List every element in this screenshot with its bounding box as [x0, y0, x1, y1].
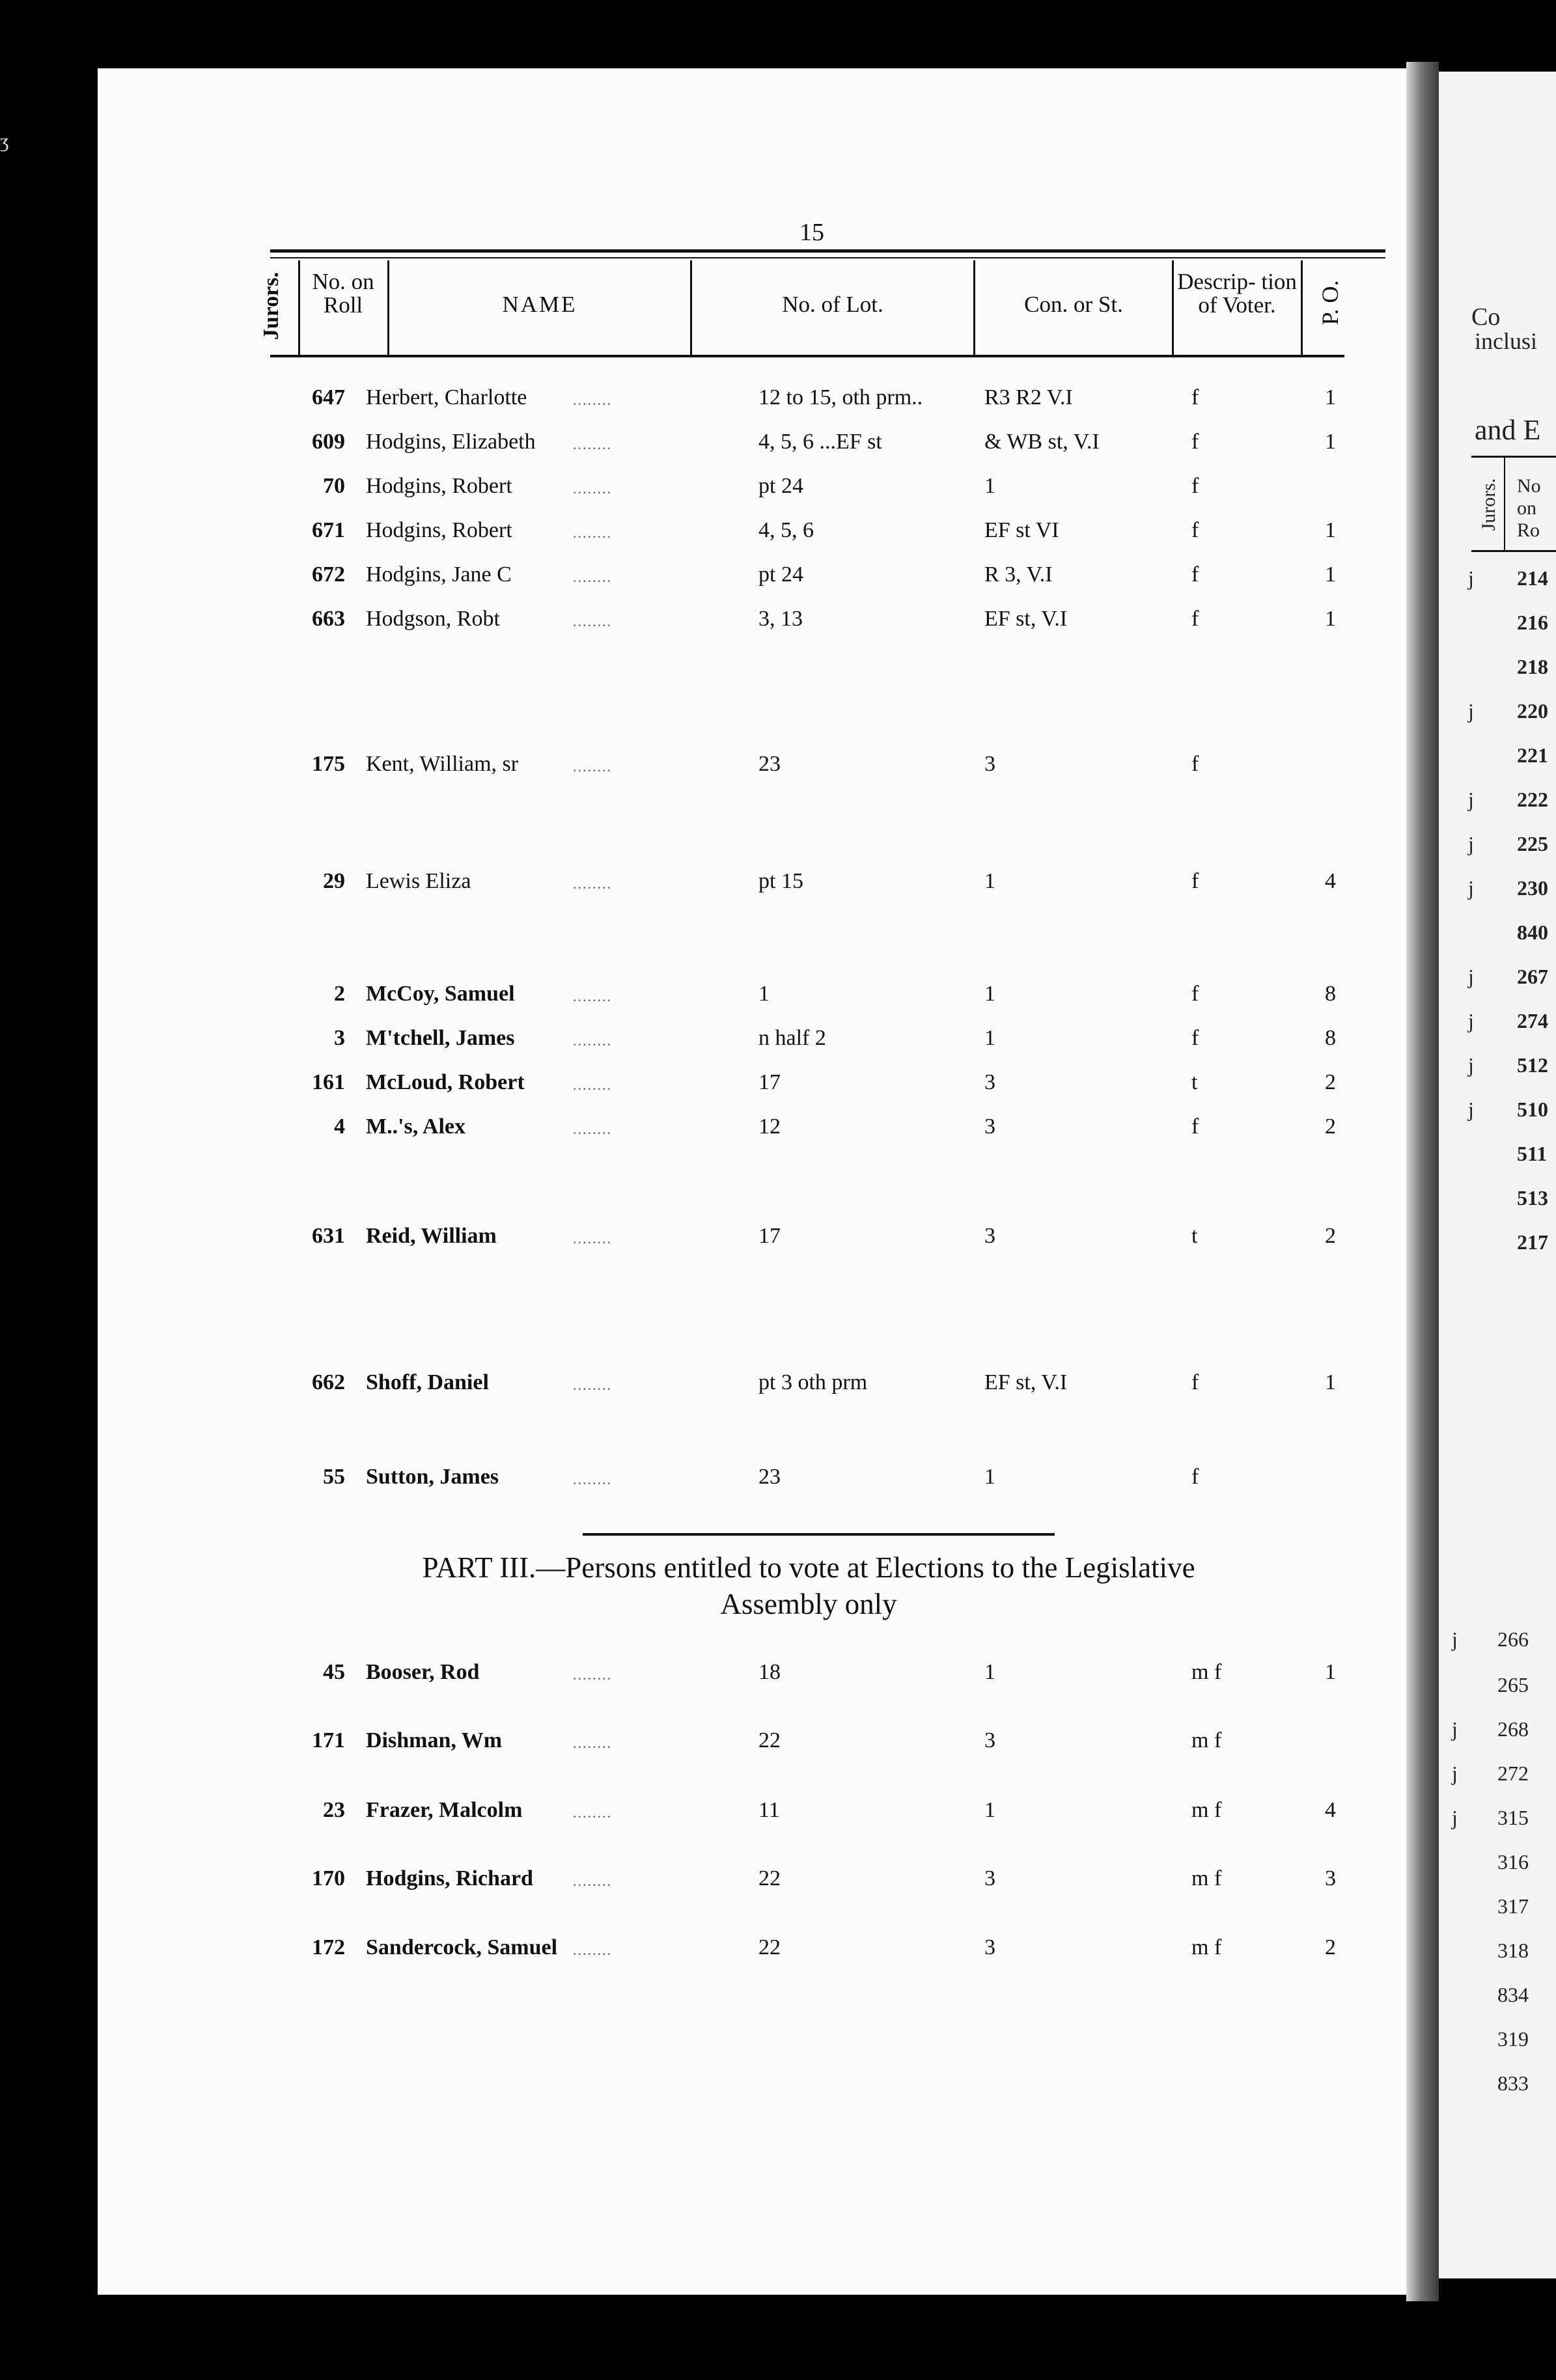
leader-dots: ........ — [573, 1873, 612, 1889]
col-divider-3 — [690, 260, 692, 355]
voter-description: m f — [1191, 1935, 1222, 1959]
roll-number: 170 — [312, 1866, 345, 1890]
voter-description: f — [1191, 869, 1199, 893]
concession: 1 — [984, 1026, 995, 1050]
voter-description: f — [1191, 562, 1199, 587]
np-roll-number: 513 — [1517, 1186, 1548, 1210]
post-office: 2 — [1325, 1935, 1336, 1959]
post-office: 1 — [1325, 607, 1336, 631]
voter-description: f — [1191, 1465, 1199, 1489]
np-roll-number: 265 — [1497, 1673, 1529, 1696]
lot-number: 23 — [758, 1465, 781, 1489]
np-juror-mark: j — [1468, 566, 1474, 590]
concession: 1 — [984, 869, 995, 893]
roll-number: 172 — [312, 1935, 345, 1959]
section-divider — [583, 1533, 1055, 1536]
np-col-no: No on Ro — [1517, 475, 1541, 541]
voter-name: Hodgins, Robert — [366, 518, 512, 542]
part3-title-line1: PART III.—Persons entitled to vote at Elections to the Legislative — [422, 1551, 1195, 1584]
roll-number: 3 — [334, 1026, 345, 1050]
roll-number: 70 — [323, 474, 345, 498]
np-roll-number: 266 — [1497, 1627, 1529, 1651]
concession: 3 — [984, 1935, 995, 1959]
concession: R 3, V.I — [984, 562, 1053, 587]
lot-number: 12 to 15, oth prm.. — [758, 385, 923, 409]
np-roll-number: 834 — [1497, 1983, 1529, 2006]
post-office: 8 — [1325, 982, 1336, 1006]
voter-description: f — [1191, 430, 1199, 454]
post-office: 1 — [1325, 430, 1336, 454]
voter-name: Herbert, Charlotte — [366, 385, 527, 409]
concession: R3 R2 V.I — [984, 385, 1073, 409]
voter-name: Sutton, James — [366, 1465, 499, 1489]
lot-number: n half 2 — [758, 1026, 826, 1050]
np-roll-number: 272 — [1497, 1762, 1529, 1785]
header-name: NAME — [502, 292, 577, 317]
roll-number: 175 — [312, 752, 345, 776]
lot-number: 17 — [758, 1224, 781, 1248]
roll-number: 672 — [312, 562, 345, 587]
header-con-or-st: Con. or St. — [1024, 292, 1123, 317]
post-office: 8 — [1325, 1026, 1336, 1050]
lot-number: 12 — [758, 1114, 781, 1139]
np-roll-number: 225 — [1517, 832, 1548, 855]
header-jurors: Jurors. — [259, 271, 283, 340]
roll-number: 23 — [323, 1798, 345, 1822]
leader-dots: ........ — [573, 876, 612, 892]
roll-number: 171 — [312, 1728, 345, 1752]
leader-dots: ........ — [573, 1667, 612, 1683]
lot-number: 17 — [758, 1070, 781, 1094]
np-juror-mark: j — [1452, 1806, 1458, 1829]
table-row — [0, 752, 1367, 781]
table-row — [0, 474, 1367, 503]
roll-number: 161 — [312, 1070, 345, 1094]
leader-dots: ........ — [573, 1032, 612, 1049]
post-office: 1 — [1325, 385, 1336, 409]
np-rule-bottom — [1471, 550, 1556, 552]
np-rule-top — [1471, 456, 1556, 458]
leader-dots: ........ — [573, 1471, 612, 1488]
header-rule-top-2 — [270, 257, 1385, 258]
table-row — [0, 562, 1367, 591]
np-roll-number: 221 — [1517, 743, 1548, 767]
np-roll-number: 510 — [1517, 1098, 1548, 1121]
post-office: 3 — [1325, 1866, 1336, 1890]
voter-name: Kent, William, sr — [366, 752, 519, 776]
leader-dots: ........ — [573, 1121, 612, 1137]
voter-name: Hodgins, Elizabeth — [366, 430, 536, 454]
lot-number: 22 — [758, 1728, 781, 1752]
roll-number: 631 — [312, 1224, 345, 1248]
roll-number: 671 — [312, 518, 345, 542]
table-row — [0, 1114, 1367, 1143]
concession: EF st, V.I — [984, 1370, 1068, 1394]
voter-description: m f — [1191, 1660, 1222, 1684]
voter-description: f — [1191, 518, 1199, 542]
np-header-2: inclusi — [1475, 328, 1537, 354]
concession: 1 — [984, 474, 995, 498]
voter-description: f — [1191, 385, 1199, 409]
np-header-1: Co — [1471, 303, 1501, 331]
lot-number: 22 — [758, 1935, 781, 1959]
np-header-3: and E — [1475, 414, 1541, 446]
voter-name: M'tchell, James — [366, 1026, 515, 1050]
np-juror-mark: j — [1468, 699, 1474, 723]
leader-dots: ........ — [573, 758, 612, 775]
lot-number: pt 24 — [758, 474, 803, 498]
concession: 3 — [984, 1728, 995, 1752]
np-roll-number: 214 — [1517, 566, 1548, 590]
np-roll-number: 315 — [1497, 1806, 1529, 1829]
np-roll-number: 216 — [1517, 611, 1548, 634]
post-office: 2 — [1325, 1070, 1336, 1094]
concession: EF st, V.I — [984, 607, 1068, 631]
header-no-on-roll: No. on Roll — [312, 269, 374, 318]
voter-description: t — [1191, 1224, 1198, 1248]
concession: 3 — [984, 1224, 995, 1248]
np-roll-number: 318 — [1497, 1939, 1529, 1962]
np-roll-number: 267 — [1517, 965, 1548, 988]
voter-description: m f — [1191, 1866, 1222, 1890]
np-roll-number: 268 — [1497, 1717, 1529, 1741]
table-row — [0, 1465, 1367, 1493]
np-juror-mark: j — [1468, 965, 1474, 988]
table-row — [0, 869, 1367, 898]
voter-name: McCoy, Samuel — [366, 982, 515, 1006]
voter-description: f — [1191, 607, 1199, 631]
voter-name: Sandercock, Samuel — [366, 1935, 558, 1959]
table-row — [0, 430, 1367, 458]
np-roll-number: 218 — [1517, 655, 1548, 678]
voter-name: Dishman, Wm — [366, 1728, 503, 1752]
table-row — [0, 982, 1367, 1010]
lot-number: 18 — [758, 1660, 781, 1684]
leader-dots: ........ — [573, 1942, 612, 1958]
np-juror-mark: j — [1468, 1009, 1474, 1032]
voter-description: m f — [1191, 1728, 1222, 1752]
leader-dots: ........ — [573, 1735, 612, 1751]
leader-dots: ........ — [573, 613, 612, 630]
page-number: 15 — [799, 219, 824, 246]
np-col-divider — [1504, 457, 1505, 550]
lot-number: pt 3 oth prm — [758, 1370, 868, 1394]
roll-number: 647 — [312, 385, 345, 409]
np-roll-number: 512 — [1517, 1053, 1548, 1077]
leader-dots: ........ — [573, 436, 612, 452]
voter-name: Hodgins, Robert — [366, 474, 512, 498]
voter-name: M..'s, Alex — [366, 1114, 465, 1139]
header-rule-top — [270, 249, 1385, 253]
header-rule-bottom — [270, 355, 1344, 357]
col-divider-1 — [298, 260, 300, 355]
np-roll-number: 217 — [1517, 1230, 1548, 1254]
np-juror-mark: j — [1452, 1627, 1458, 1651]
table-row — [0, 1026, 1367, 1055]
roll-number: 45 — [323, 1660, 345, 1684]
np-roll-number: 840 — [1517, 920, 1548, 944]
lot-number: pt 24 — [758, 562, 803, 587]
roll-number: 4 — [334, 1114, 345, 1139]
col-divider-6 — [1301, 260, 1303, 355]
np-roll-number: 274 — [1517, 1009, 1548, 1032]
voter-name: McLoud, Robert — [366, 1070, 525, 1094]
roll-number: 29 — [323, 869, 345, 893]
np-roll-number: 317 — [1497, 1894, 1529, 1918]
np-roll-number: 220 — [1517, 699, 1548, 723]
table-row — [0, 1660, 1367, 1689]
roll-number: 55 — [323, 1465, 345, 1489]
col-divider-2 — [387, 260, 389, 355]
part3-title-line2: Assembly only — [720, 1588, 897, 1620]
post-office: 1 — [1325, 518, 1336, 542]
header-no-of-lot: No. of Lot. — [782, 292, 883, 317]
np-roll-number: 230 — [1517, 876, 1548, 900]
lot-number: 3, 13 — [758, 607, 803, 631]
np-juror-mark: j — [1468, 832, 1474, 855]
lot-number: 4, 5, 6 — [758, 518, 814, 542]
voter-description: f — [1191, 474, 1199, 498]
leader-dots: ........ — [573, 1805, 612, 1821]
post-office: 2 — [1325, 1224, 1336, 1248]
np-roll-number: 833 — [1497, 2071, 1529, 2095]
part3-title — [268, 1549, 1349, 1622]
roll-number: 2 — [334, 982, 345, 1006]
roll-number: 609 — [312, 430, 345, 454]
np-juror-mark: j — [1468, 1053, 1474, 1077]
np-roll-number: 319 — [1497, 2027, 1529, 2051]
voter-name: Lewis Eliza — [366, 869, 471, 893]
post-office: 1 — [1325, 1660, 1336, 1684]
concession: & WB st, V.I — [984, 430, 1100, 454]
np-juror-mark: j — [1468, 876, 1474, 900]
voter-name: Hodgins, Jane C — [366, 562, 512, 587]
table-row — [0, 1224, 1367, 1252]
voter-description: f — [1191, 1114, 1199, 1139]
table-row — [0, 1798, 1367, 1827]
leader-dots: ........ — [573, 525, 612, 541]
concession: EF st VI — [984, 518, 1059, 542]
table-row — [0, 1070, 1367, 1099]
voter-description: f — [1191, 752, 1199, 776]
margin-mark: ʒ — [0, 130, 9, 152]
lot-number: 4, 5, 6 ...EF st — [758, 430, 882, 454]
table-row — [0, 607, 1367, 635]
concession: 3 — [984, 752, 995, 776]
concession: 3 — [984, 1070, 995, 1094]
voter-name: Hodgson, Robt — [366, 607, 500, 631]
table-row — [0, 1866, 1367, 1895]
header-po: P. O. — [1317, 280, 1343, 325]
table-row — [0, 1935, 1367, 1964]
header-description: Descrip- tion of Voter. — [1177, 269, 1297, 318]
voter-name: Frazer, Malcolm — [366, 1798, 523, 1822]
np-roll-number: 222 — [1517, 788, 1548, 811]
post-office: 4 — [1325, 869, 1336, 893]
lot-number: 1 — [758, 982, 770, 1006]
concession: 1 — [984, 982, 995, 1006]
concession: 1 — [984, 1465, 995, 1489]
concession: 1 — [984, 1798, 995, 1822]
table-row — [0, 1728, 1367, 1757]
page-gutter — [1406, 62, 1439, 2301]
roll-number: 663 — [312, 607, 345, 631]
col-divider-5 — [1172, 260, 1174, 355]
leader-dots: ........ — [573, 1077, 612, 1093]
post-office: 1 — [1325, 562, 1336, 587]
voter-description: f — [1191, 1026, 1199, 1050]
np-juror-mark: j — [1468, 788, 1474, 811]
table-row — [0, 1370, 1367, 1399]
leader-dots: ........ — [573, 480, 612, 497]
adjacent-page-fragment — [1439, 72, 1556, 2278]
voter-description: f — [1191, 982, 1199, 1006]
voter-name: Shoff, Daniel — [366, 1370, 489, 1394]
post-office: 4 — [1325, 1798, 1336, 1822]
voter-name: Booser, Rod — [366, 1660, 480, 1684]
post-office: 1 — [1325, 1370, 1336, 1394]
voter-name: Hodgins, Richard — [366, 1866, 533, 1890]
np-col-jurors: Jurors. — [1478, 478, 1499, 531]
col-divider-4 — [973, 260, 975, 355]
concession: 3 — [984, 1114, 995, 1139]
np-roll-number: 511 — [1517, 1142, 1548, 1165]
concession: 1 — [984, 1660, 995, 1684]
np-juror-mark: j — [1452, 1762, 1458, 1785]
leader-dots: ........ — [573, 1230, 612, 1247]
voter-description: m f — [1191, 1798, 1222, 1822]
leader-dots: ........ — [573, 988, 612, 1004]
np-roll-number: 316 — [1497, 1850, 1529, 1874]
voter-name: Reid, William — [366, 1224, 497, 1248]
np-juror-mark: j — [1452, 1717, 1458, 1741]
lot-number: 22 — [758, 1866, 781, 1890]
lot-number: 23 — [758, 752, 781, 776]
voter-description: f — [1191, 1370, 1199, 1394]
leader-dots: ........ — [573, 569, 612, 585]
voter-description: t — [1191, 1070, 1198, 1094]
leader-dots: ........ — [573, 392, 612, 408]
lot-number: 11 — [758, 1798, 780, 1822]
lot-number: pt 15 — [758, 869, 803, 893]
table-row — [0, 385, 1367, 414]
concession: 3 — [984, 1866, 995, 1890]
post-office: 2 — [1325, 1114, 1336, 1139]
leader-dots: ........ — [573, 1377, 612, 1393]
np-juror-mark: j — [1468, 1098, 1474, 1121]
roll-number: 662 — [312, 1370, 345, 1394]
table-row — [0, 518, 1367, 547]
